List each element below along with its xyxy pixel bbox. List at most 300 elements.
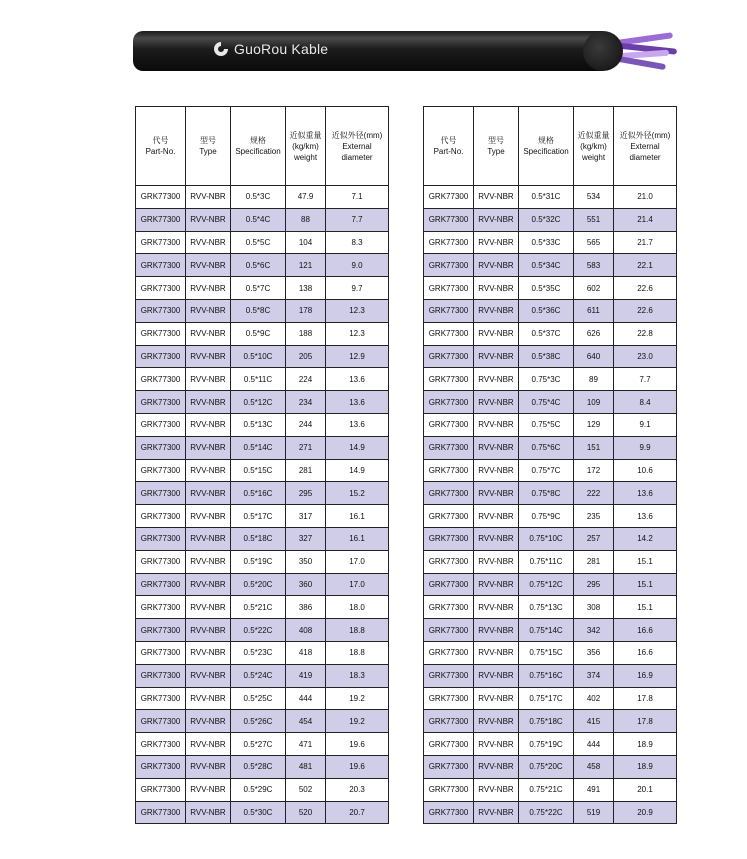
cell-part-no: GRK77300	[424, 778, 474, 801]
table-row	[136, 527, 389, 550]
cell-type: RVV-NBR	[186, 231, 231, 254]
cell-type: RVV-NBR	[474, 733, 519, 756]
cell-diameter: 7.7	[614, 368, 677, 391]
cell-weight: 235	[574, 505, 614, 528]
table-row	[136, 413, 389, 436]
table-row	[424, 186, 677, 209]
cell-part-no: GRK77300	[136, 391, 186, 414]
cable-cut-end	[583, 31, 623, 71]
table-row	[424, 687, 677, 710]
cell-part-no: GRK77300	[424, 573, 474, 596]
cell-weight: 234	[286, 391, 326, 414]
cell-diameter: 9.1	[614, 413, 677, 436]
table-row	[136, 254, 389, 277]
cell-specification: 0.75*13C	[519, 596, 574, 619]
cell-part-no: GRK77300	[424, 436, 474, 459]
cell-weight: 295	[286, 482, 326, 505]
cell-weight: 519	[574, 801, 614, 824]
cell-weight: 444	[286, 687, 326, 710]
cell-specification: 0.5*19C	[231, 550, 286, 573]
cell-type: RVV-NBR	[186, 527, 231, 550]
cell-specification: 0.5*33C	[519, 231, 574, 254]
cell-type: RVV-NBR	[186, 733, 231, 756]
cell-diameter: 9.9	[614, 436, 677, 459]
cell-diameter: 17.8	[614, 710, 677, 733]
cell-specification: 0.75*20C	[519, 755, 574, 778]
cell-weight: 205	[286, 345, 326, 368]
header-diameter: 近似外径(mm) External diameter	[326, 107, 389, 186]
cell-part-no: GRK77300	[136, 527, 186, 550]
header-diameter: 近似外径(mm) External diameter	[614, 107, 677, 186]
cell-diameter: 20.1	[614, 778, 677, 801]
cell-weight: 327	[286, 527, 326, 550]
cell-part-no: GRK77300	[424, 277, 474, 300]
cell-weight: 295	[574, 573, 614, 596]
cell-type: RVV-NBR	[474, 710, 519, 733]
cell-specification: 0.75*7C	[519, 459, 574, 482]
cell-part-no: GRK77300	[424, 801, 474, 824]
cell-weight: 602	[574, 277, 614, 300]
table-row	[424, 413, 677, 436]
cell-weight: 356	[574, 641, 614, 664]
cell-specification: 0.5*35C	[519, 277, 574, 300]
cell-weight: 342	[574, 619, 614, 642]
cell-part-no: GRK77300	[136, 459, 186, 482]
cell-type: RVV-NBR	[186, 573, 231, 596]
cell-weight: 317	[286, 505, 326, 528]
cell-type: RVV-NBR	[474, 208, 519, 231]
table-row	[136, 801, 389, 824]
cell-diameter: 16.1	[326, 527, 389, 550]
cell-specification: 0.5*3C	[231, 186, 286, 209]
cell-part-no: GRK77300	[424, 596, 474, 619]
cell-part-no: GRK77300	[424, 527, 474, 550]
header-specification: 规格 Specification	[519, 107, 574, 186]
cell-specification: 0.5*17C	[231, 505, 286, 528]
cell-weight: 257	[574, 527, 614, 550]
cell-part-no: GRK77300	[424, 208, 474, 231]
cell-weight: 178	[286, 299, 326, 322]
cell-part-no: GRK77300	[424, 413, 474, 436]
cell-type: RVV-NBR	[474, 368, 519, 391]
cell-specification: 0.5*34C	[519, 254, 574, 277]
cell-type: RVV-NBR	[474, 619, 519, 642]
table-row	[136, 710, 389, 733]
cell-part-no: GRK77300	[424, 710, 474, 733]
cell-type: RVV-NBR	[186, 710, 231, 733]
table-row	[136, 391, 389, 414]
cell-part-no: GRK77300	[136, 208, 186, 231]
cell-weight: 640	[574, 345, 614, 368]
cell-specification: 0.5*18C	[231, 527, 286, 550]
cell-weight: 415	[574, 710, 614, 733]
cell-specification: 0.5*21C	[231, 596, 286, 619]
table-row	[424, 368, 677, 391]
cell-type: RVV-NBR	[474, 322, 519, 345]
cell-diameter: 19.6	[326, 733, 389, 756]
table-row	[424, 664, 677, 687]
table-row	[136, 436, 389, 459]
cell-part-no: GRK77300	[424, 322, 474, 345]
cell-specification: 0.5*8C	[231, 299, 286, 322]
cell-diameter: 16.6	[614, 641, 677, 664]
cell-specification: 0.5*29C	[231, 778, 286, 801]
cell-weight: 151	[574, 436, 614, 459]
table-row	[136, 186, 389, 209]
cell-specification: 0.75*11C	[519, 550, 574, 573]
cell-type: RVV-NBR	[186, 277, 231, 300]
cell-weight: 281	[574, 550, 614, 573]
table-row	[136, 641, 389, 664]
cell-diameter: 15.1	[614, 550, 677, 573]
cell-weight: 534	[574, 186, 614, 209]
cell-weight: 481	[286, 755, 326, 778]
table-header-row	[424, 107, 677, 186]
cell-diameter: 20.9	[614, 801, 677, 824]
cell-specification: 0.75*17C	[519, 687, 574, 710]
cell-diameter: 13.6	[326, 368, 389, 391]
cell-part-no: GRK77300	[136, 413, 186, 436]
header-specification: 规格 Specification	[231, 107, 286, 186]
cell-part-no: GRK77300	[424, 482, 474, 505]
table-row	[424, 208, 677, 231]
cell-type: RVV-NBR	[474, 482, 519, 505]
cell-weight: 408	[286, 619, 326, 642]
cell-part-no: GRK77300	[424, 733, 474, 756]
cell-type: RVV-NBR	[474, 664, 519, 687]
cell-diameter: 17.0	[326, 550, 389, 573]
cell-type: RVV-NBR	[186, 186, 231, 209]
cell-part-no: GRK77300	[424, 391, 474, 414]
table-row	[136, 755, 389, 778]
cell-specification: 0.5*38C	[519, 345, 574, 368]
cell-diameter: 17.0	[326, 573, 389, 596]
cell-specification: 0.5*22C	[231, 619, 286, 642]
cell-weight: 89	[574, 368, 614, 391]
table-row	[424, 755, 677, 778]
cell-specification: 0.5*31C	[519, 186, 574, 209]
table-row	[424, 573, 677, 596]
cell-specification: 0.75*18C	[519, 710, 574, 733]
cell-weight: 47.9	[286, 186, 326, 209]
table-row	[424, 733, 677, 756]
table-row	[424, 527, 677, 550]
cell-part-no: GRK77300	[136, 277, 186, 300]
cell-specification: 0.5*7C	[231, 277, 286, 300]
cell-type: RVV-NBR	[186, 505, 231, 528]
cell-type: RVV-NBR	[474, 231, 519, 254]
cell-part-no: GRK77300	[136, 573, 186, 596]
cell-part-no: GRK77300	[136, 254, 186, 277]
cell-diameter: 16.6	[614, 619, 677, 642]
cell-diameter: 22.6	[614, 299, 677, 322]
cell-specification: 0.75*3C	[519, 368, 574, 391]
table-row	[424, 436, 677, 459]
cell-part-no: GRK77300	[136, 505, 186, 528]
cell-type: RVV-NBR	[474, 459, 519, 482]
cell-part-no: GRK77300	[136, 710, 186, 733]
table-row	[136, 459, 389, 482]
cell-specification: 0.5*16C	[231, 482, 286, 505]
cell-diameter: 9.0	[326, 254, 389, 277]
cell-diameter: 18.0	[326, 596, 389, 619]
cell-weight: 419	[286, 664, 326, 687]
cell-weight: 402	[574, 687, 614, 710]
table-row	[136, 596, 389, 619]
cell-part-no: GRK77300	[136, 664, 186, 687]
cell-type: RVV-NBR	[474, 755, 519, 778]
cell-specification: 0.5*10C	[231, 345, 286, 368]
cell-specification: 0.5*20C	[231, 573, 286, 596]
table-row	[136, 573, 389, 596]
cell-weight: 565	[574, 231, 614, 254]
table-row	[136, 550, 389, 573]
cell-specification: 0.5*9C	[231, 322, 286, 345]
table-row	[424, 710, 677, 733]
cell-type: RVV-NBR	[474, 573, 519, 596]
cell-type: RVV-NBR	[186, 664, 231, 687]
table-row	[424, 778, 677, 801]
cell-specification: 0.5*26C	[231, 710, 286, 733]
cell-weight: 626	[574, 322, 614, 345]
cell-part-no: GRK77300	[136, 345, 186, 368]
cell-type: RVV-NBR	[186, 322, 231, 345]
table-row	[424, 801, 677, 824]
table-row	[424, 231, 677, 254]
cell-weight: 374	[574, 664, 614, 687]
cell-diameter: 7.7	[326, 208, 389, 231]
spec-table-left	[135, 106, 389, 824]
cell-weight: 244	[286, 413, 326, 436]
cell-diameter: 12.3	[326, 299, 389, 322]
table-row	[136, 778, 389, 801]
cell-diameter: 8.4	[614, 391, 677, 414]
cell-weight: 491	[574, 778, 614, 801]
cell-part-no: GRK77300	[136, 368, 186, 391]
cell-type: RVV-NBR	[474, 254, 519, 277]
cell-part-no: GRK77300	[424, 368, 474, 391]
cell-specification: 0.5*32C	[519, 208, 574, 231]
header-part-no: 代号 Part-No.	[424, 107, 474, 186]
cell-part-no: GRK77300	[424, 186, 474, 209]
cell-type: RVV-NBR	[186, 299, 231, 322]
header-type: 型号 Type	[474, 107, 519, 186]
cell-weight: 502	[286, 778, 326, 801]
cell-weight: 454	[286, 710, 326, 733]
table-body	[424, 186, 677, 824]
cell-type: RVV-NBR	[474, 596, 519, 619]
cell-part-no: GRK77300	[424, 664, 474, 687]
cell-weight: 360	[286, 573, 326, 596]
table-row	[424, 322, 677, 345]
brand-name: GuoRou Kable	[234, 41, 329, 57]
cell-diameter: 7.1	[326, 186, 389, 209]
cell-specification: 0.75*16C	[519, 664, 574, 687]
cell-part-no: GRK77300	[424, 254, 474, 277]
cell-diameter: 13.6	[614, 482, 677, 505]
cell-diameter: 9.7	[326, 277, 389, 300]
cell-specification: 0.75*12C	[519, 573, 574, 596]
cell-diameter: 17.8	[614, 687, 677, 710]
cell-part-no: GRK77300	[424, 505, 474, 528]
spec-table-right	[423, 106, 677, 824]
cell-type: RVV-NBR	[474, 186, 519, 209]
cell-part-no: GRK77300	[136, 550, 186, 573]
cell-diameter: 8.3	[326, 231, 389, 254]
cell-part-no: GRK77300	[136, 801, 186, 824]
cell-diameter: 21.0	[614, 186, 677, 209]
cell-type: RVV-NBR	[474, 550, 519, 573]
cell-diameter: 14.9	[326, 459, 389, 482]
cell-part-no: GRK77300	[136, 482, 186, 505]
cell-diameter: 15.1	[614, 596, 677, 619]
cell-part-no: GRK77300	[424, 231, 474, 254]
cell-diameter: 19.2	[326, 687, 389, 710]
cell-part-no: GRK77300	[424, 687, 474, 710]
cell-type: RVV-NBR	[186, 436, 231, 459]
table-row	[136, 345, 389, 368]
cell-diameter: 13.6	[326, 413, 389, 436]
cell-weight: 172	[574, 459, 614, 482]
cell-specification: 0.5*36C	[519, 299, 574, 322]
cell-diameter: 18.8	[326, 619, 389, 642]
cell-diameter: 16.9	[614, 664, 677, 687]
cell-weight: 458	[574, 755, 614, 778]
brand	[213, 41, 328, 57]
cell-weight: 104	[286, 231, 326, 254]
table-body	[136, 186, 389, 824]
table-row	[424, 619, 677, 642]
cell-type: RVV-NBR	[474, 527, 519, 550]
table-row	[424, 505, 677, 528]
cell-weight: 611	[574, 299, 614, 322]
cable-banner	[133, 31, 673, 71]
cell-type: RVV-NBR	[186, 368, 231, 391]
cell-diameter: 18.3	[326, 664, 389, 687]
cell-diameter: 15.2	[326, 482, 389, 505]
cell-specification: 0.5*23C	[231, 641, 286, 664]
cell-specification: 0.5*6C	[231, 254, 286, 277]
cell-specification: 0.75*6C	[519, 436, 574, 459]
cell-type: RVV-NBR	[474, 277, 519, 300]
cell-diameter: 16.1	[326, 505, 389, 528]
cell-weight: 281	[286, 459, 326, 482]
cell-part-no: GRK77300	[136, 687, 186, 710]
table-row	[424, 299, 677, 322]
cell-weight: 224	[286, 368, 326, 391]
cell-type: RVV-NBR	[186, 413, 231, 436]
table-row	[136, 277, 389, 300]
cell-specification: 0.5*30C	[231, 801, 286, 824]
cell-specification: 0.5*13C	[231, 413, 286, 436]
cell-specification: 0.75*9C	[519, 505, 574, 528]
cell-specification: 0.5*37C	[519, 322, 574, 345]
cell-specification: 0.5*15C	[231, 459, 286, 482]
table-row	[136, 208, 389, 231]
table-row	[136, 482, 389, 505]
cell-diameter: 22.6	[614, 277, 677, 300]
cell-part-no: GRK77300	[424, 299, 474, 322]
table-row	[136, 619, 389, 642]
cell-type: RVV-NBR	[186, 755, 231, 778]
cell-specification: 0.75*4C	[519, 391, 574, 414]
table-row	[136, 368, 389, 391]
cell-specification: 0.5*11C	[231, 368, 286, 391]
cell-part-no: GRK77300	[424, 755, 474, 778]
cell-type: RVV-NBR	[186, 391, 231, 414]
cell-diameter: 19.6	[326, 755, 389, 778]
header-weight: 近似重量 (kg/km) weight	[286, 107, 326, 186]
cell-diameter: 15.1	[614, 573, 677, 596]
cable-jacket	[133, 31, 603, 71]
cell-type: RVV-NBR	[186, 778, 231, 801]
cell-part-no: GRK77300	[424, 459, 474, 482]
cell-type: RVV-NBR	[474, 505, 519, 528]
cell-type: RVV-NBR	[186, 208, 231, 231]
cell-type: RVV-NBR	[474, 778, 519, 801]
cell-diameter: 20.7	[326, 801, 389, 824]
cell-diameter: 18.8	[326, 641, 389, 664]
cell-type: RVV-NBR	[474, 413, 519, 436]
cell-specification: 0.5*24C	[231, 664, 286, 687]
cell-weight: 188	[286, 322, 326, 345]
header-type: 型号 Type	[186, 107, 231, 186]
cell-specification: 0.75*19C	[519, 733, 574, 756]
cell-part-no: GRK77300	[136, 755, 186, 778]
cell-diameter: 13.6	[326, 391, 389, 414]
cell-type: RVV-NBR	[474, 299, 519, 322]
cell-weight: 471	[286, 733, 326, 756]
cell-weight: 308	[574, 596, 614, 619]
cell-specification: 0.5*25C	[231, 687, 286, 710]
cell-specification: 0.5*5C	[231, 231, 286, 254]
header-weight: 近似重量 (kg/km) weight	[574, 107, 614, 186]
cell-part-no: GRK77300	[136, 733, 186, 756]
cell-type: RVV-NBR	[186, 459, 231, 482]
cell-type: RVV-NBR	[474, 345, 519, 368]
cell-type: RVV-NBR	[186, 801, 231, 824]
cell-diameter: 20.3	[326, 778, 389, 801]
cell-weight: 109	[574, 391, 614, 414]
cell-type: RVV-NBR	[474, 801, 519, 824]
cell-weight: 418	[286, 641, 326, 664]
cell-weight: 551	[574, 208, 614, 231]
cell-specification: 0.75*5C	[519, 413, 574, 436]
cell-type: RVV-NBR	[474, 391, 519, 414]
cell-type: RVV-NBR	[474, 436, 519, 459]
cell-diameter: 18.9	[614, 733, 677, 756]
cell-part-no: GRK77300	[424, 619, 474, 642]
cell-part-no: GRK77300	[136, 778, 186, 801]
table-row	[424, 391, 677, 414]
cell-diameter: 14.9	[326, 436, 389, 459]
table-header-row	[136, 107, 389, 186]
table-row	[424, 482, 677, 505]
table-row	[136, 322, 389, 345]
cell-type: RVV-NBR	[186, 550, 231, 573]
header-part-no: 代号 Part-No.	[136, 107, 186, 186]
cell-part-no: GRK77300	[424, 345, 474, 368]
cell-specification: 0.75*10C	[519, 527, 574, 550]
table-row	[424, 596, 677, 619]
cell-weight: 271	[286, 436, 326, 459]
cell-diameter: 18.9	[614, 755, 677, 778]
cell-specification: 0.5*14C	[231, 436, 286, 459]
cell-diameter: 22.1	[614, 254, 677, 277]
table-row	[424, 345, 677, 368]
cell-weight: 350	[286, 550, 326, 573]
table-row	[424, 254, 677, 277]
